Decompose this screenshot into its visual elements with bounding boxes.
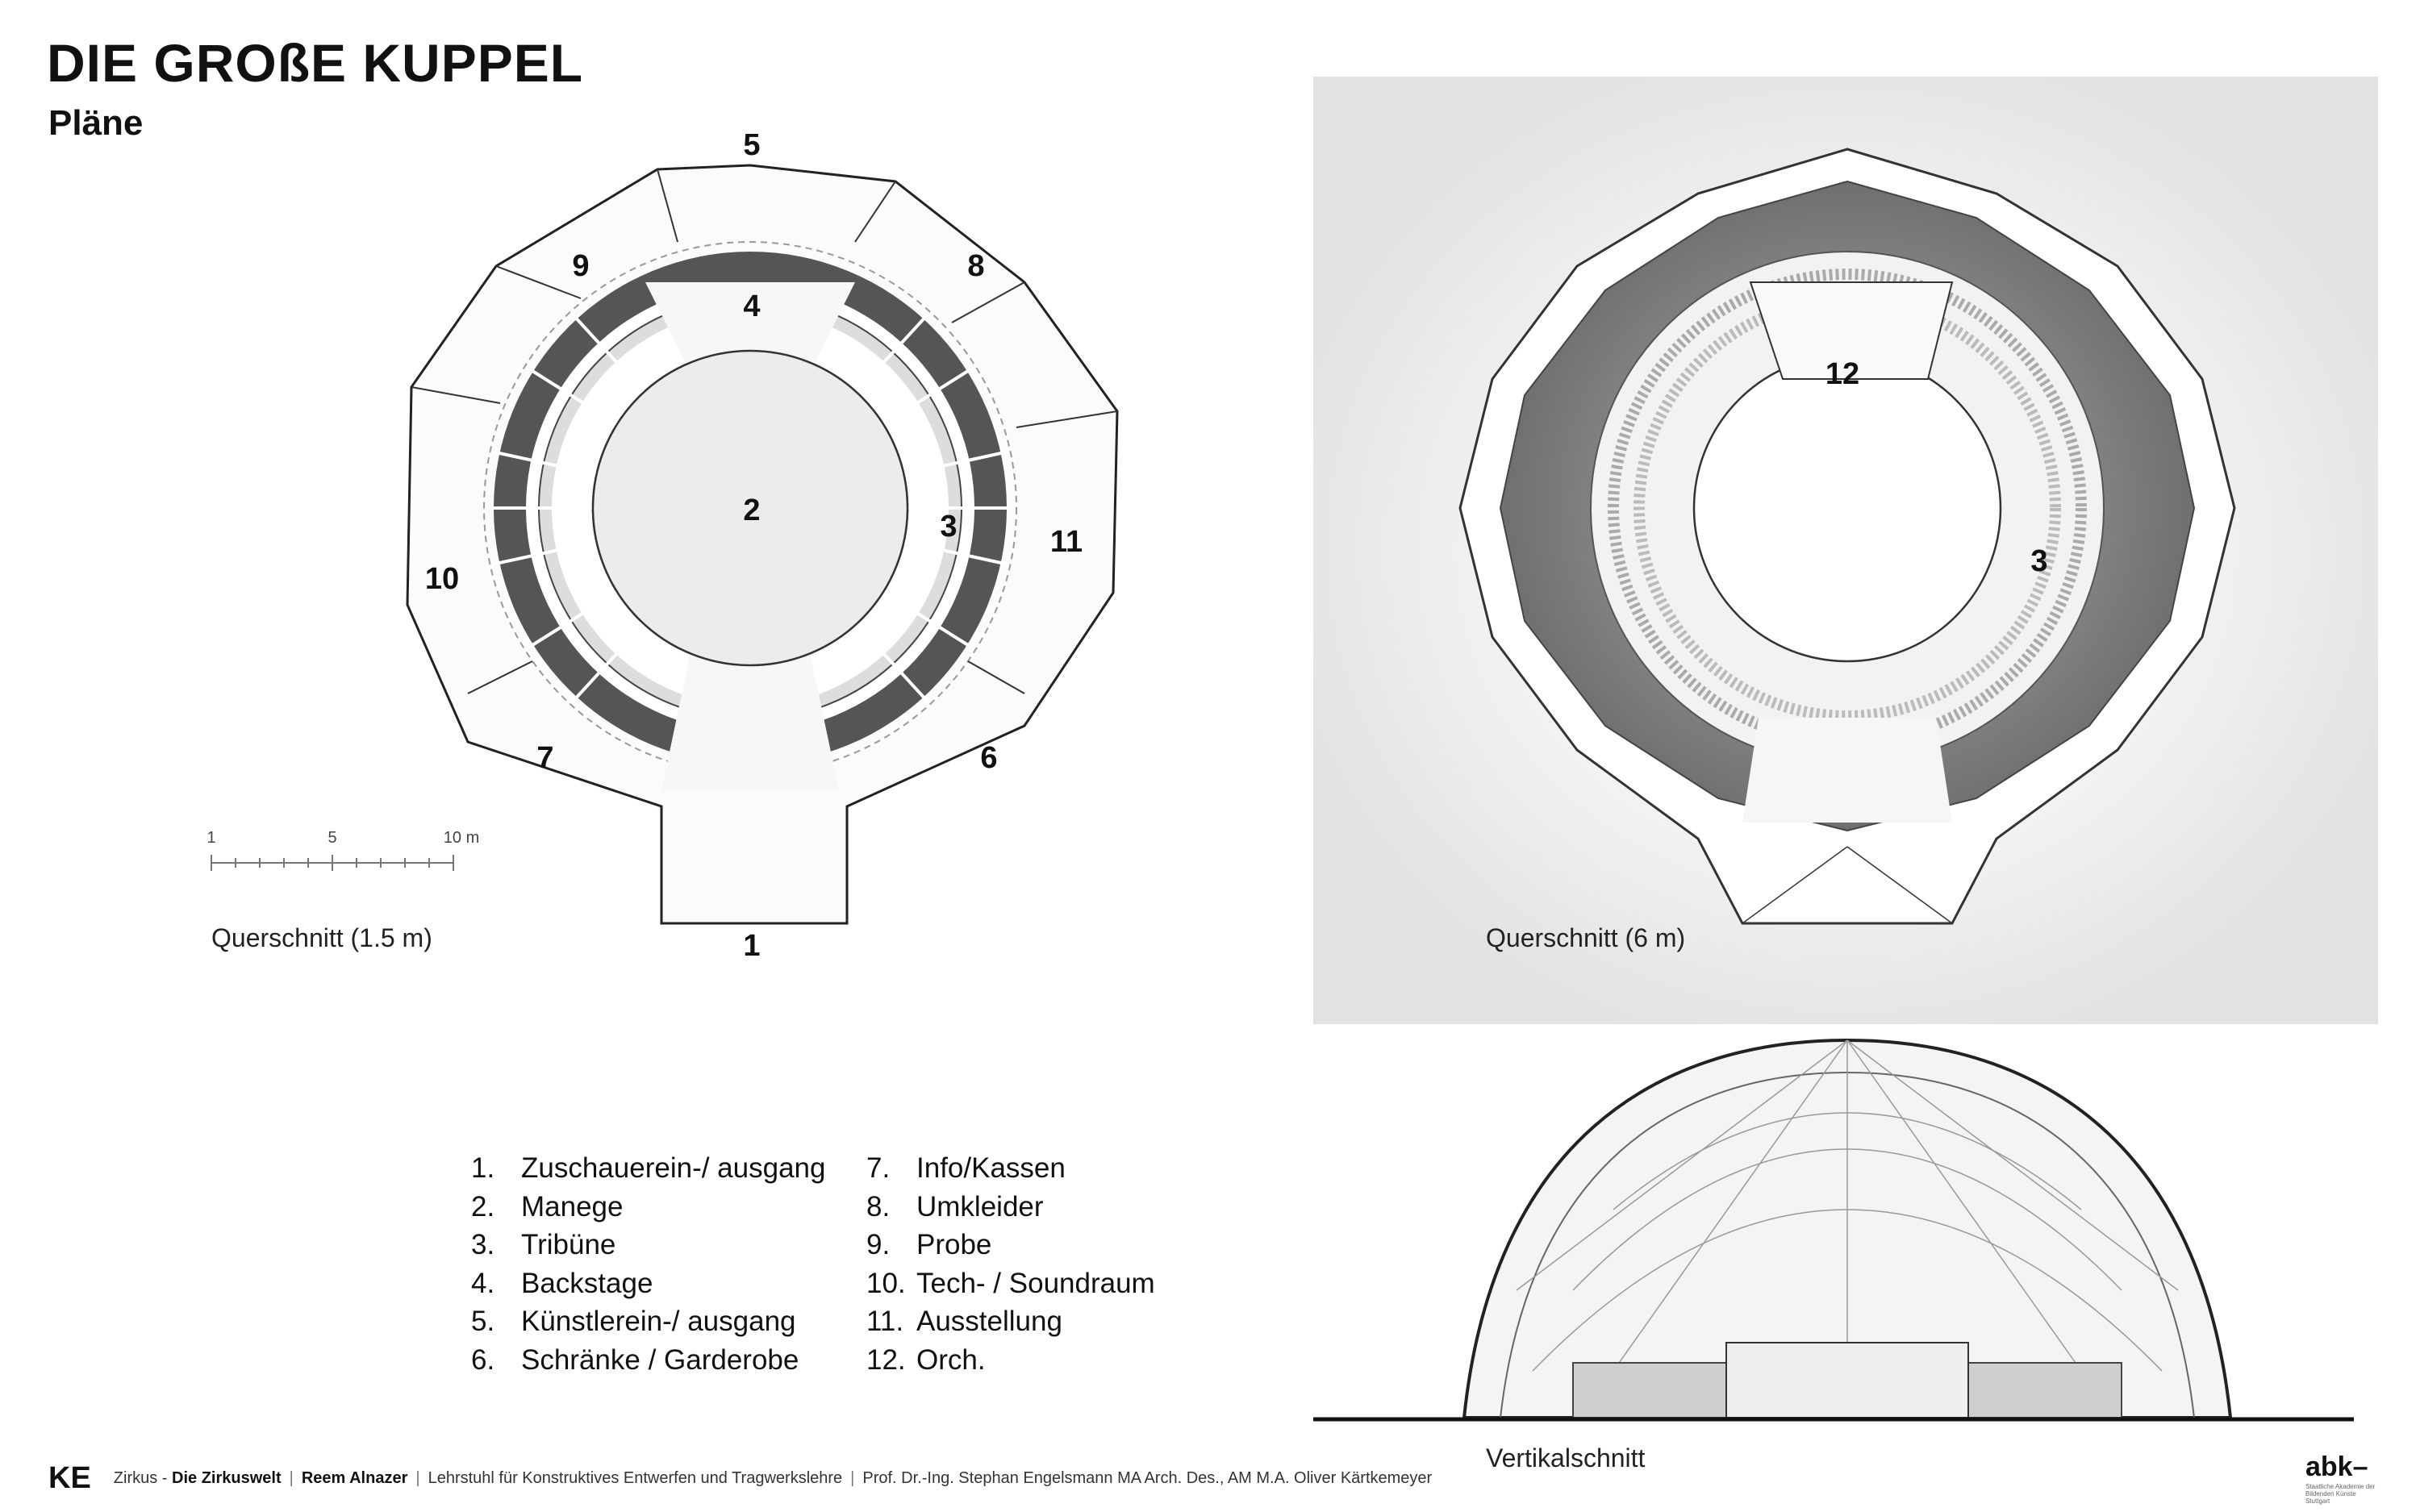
legend-number: 4. xyxy=(471,1267,495,1299)
legend-text: Tribüne xyxy=(521,1229,616,1260)
legend-item xyxy=(866,1149,1155,1188)
legend-number: 9. xyxy=(866,1229,891,1260)
legend-number: 10. xyxy=(866,1267,906,1299)
scale-label-1: 1 xyxy=(207,829,216,847)
legend-number: 12. xyxy=(866,1343,906,1376)
legend-text: Ausstellung xyxy=(916,1306,1062,1337)
legend-item xyxy=(471,1188,825,1227)
room-label-10: 10 xyxy=(424,562,460,596)
vertical-section-drawing xyxy=(1313,1040,2354,1419)
legend-column-1 xyxy=(471,1149,825,1379)
legend-text: Umkleider xyxy=(916,1190,1044,1223)
room-label-8: 8 xyxy=(967,249,985,283)
room-label-9: 9 xyxy=(572,249,590,283)
room-label-5: 5 xyxy=(743,128,761,162)
legend-text: Zuschauerein-/ ausgang xyxy=(521,1152,826,1184)
legend-text: Orch. xyxy=(916,1343,986,1376)
legend-text: Tech- / Soundraum xyxy=(916,1267,1155,1299)
legend-text: Backstage xyxy=(521,1267,653,1299)
legend-number: 1. xyxy=(471,1152,495,1184)
footer-chair: Lehrstuhl für Konstruktives Entwerfen und Tragwerkslehre xyxy=(428,1468,843,1487)
room-label-2: 2 xyxy=(743,494,761,527)
footer-author: Reem Alnazer xyxy=(301,1468,408,1487)
plan2-caption: Querschnitt (6 m) xyxy=(1486,923,1686,952)
scale-label-10: 10 m xyxy=(443,829,480,847)
legend-number: 7. xyxy=(866,1152,891,1184)
abk-logo-text: Staatliche Akademie der Bildenden Künste Stuttgart xyxy=(2305,1483,2376,1505)
scale-bar xyxy=(207,829,479,871)
plan2-room-label-3: 3 xyxy=(2030,544,2048,578)
legend-text: Probe xyxy=(916,1229,992,1260)
plan1-drawing xyxy=(367,165,1117,923)
footer-profs: Prof. Dr.-Ing. Stephan Engelsmann MA Arch. Des., AM M.A. Oliver Kärtkemeyer xyxy=(862,1468,1433,1487)
ke-mark: KE xyxy=(48,1461,91,1495)
plan1-caption: Querschnitt (1.5 m) xyxy=(211,923,432,952)
room-label-1: 1 xyxy=(743,929,761,963)
legend-column-2 xyxy=(866,1149,1155,1379)
legend-item xyxy=(471,1341,825,1380)
room-label-7: 7 xyxy=(536,741,554,775)
scale-bar-box xyxy=(367,855,504,866)
legend-text: Manege xyxy=(521,1190,624,1223)
legend-number: 11. xyxy=(866,1306,904,1337)
legend-item xyxy=(866,1226,1155,1264)
room-label-4: 4 xyxy=(743,289,761,323)
legend-item xyxy=(471,1226,825,1264)
legend-number: 2. xyxy=(471,1190,495,1223)
legend-item xyxy=(866,1302,1155,1341)
footer-course-prefix: Zirkus - xyxy=(113,1468,173,1487)
room-label-6: 6 xyxy=(980,741,998,775)
legend-item xyxy=(866,1264,1155,1303)
room-label-12: 12 xyxy=(1825,357,1860,391)
abk-logo-mark: abk– xyxy=(2305,1452,2368,1482)
legend-number: 5. xyxy=(471,1306,495,1337)
legend-text: Info/Kassen xyxy=(916,1152,1066,1184)
room-label-3: 3 xyxy=(940,510,958,544)
legend-item xyxy=(866,1188,1155,1227)
room-label-11: 11 xyxy=(1049,525,1083,559)
section-caption: Vertikalschnitt xyxy=(1486,1443,1646,1472)
legend-item xyxy=(866,1341,1155,1380)
legend-number: 8. xyxy=(866,1190,891,1223)
plan2-drawing xyxy=(1313,77,2378,1024)
page-title: DIE GROßE KUPPEL xyxy=(47,33,584,93)
legend-item xyxy=(471,1149,825,1188)
footer: KE Zirkus - Die Zirkuswelt | Reem Alnazer | Lehrstuhl für Konstruktives Entwerfen und Tragwerkslehre | Prof. Dr.-Ing. Stephan Engelsmann MA Arch. Des., AM M.A. Oliver Kärtkemeyer xyxy=(48,1461,1433,1495)
legend-text: Schränke / Garderobe xyxy=(521,1343,799,1376)
legend-item xyxy=(471,1264,825,1303)
scale-label-5: 5 xyxy=(328,829,337,847)
legend-number: 3. xyxy=(471,1229,495,1260)
legend-item xyxy=(471,1302,825,1341)
legend-number: 6. xyxy=(471,1343,495,1376)
legend-text: Künstlerein-/ ausgang xyxy=(521,1306,796,1337)
footer-course: Die Zirkuswelt xyxy=(172,1468,282,1487)
page-subtitle: Pläne xyxy=(48,103,144,143)
abk-logo xyxy=(2305,1452,2378,1505)
